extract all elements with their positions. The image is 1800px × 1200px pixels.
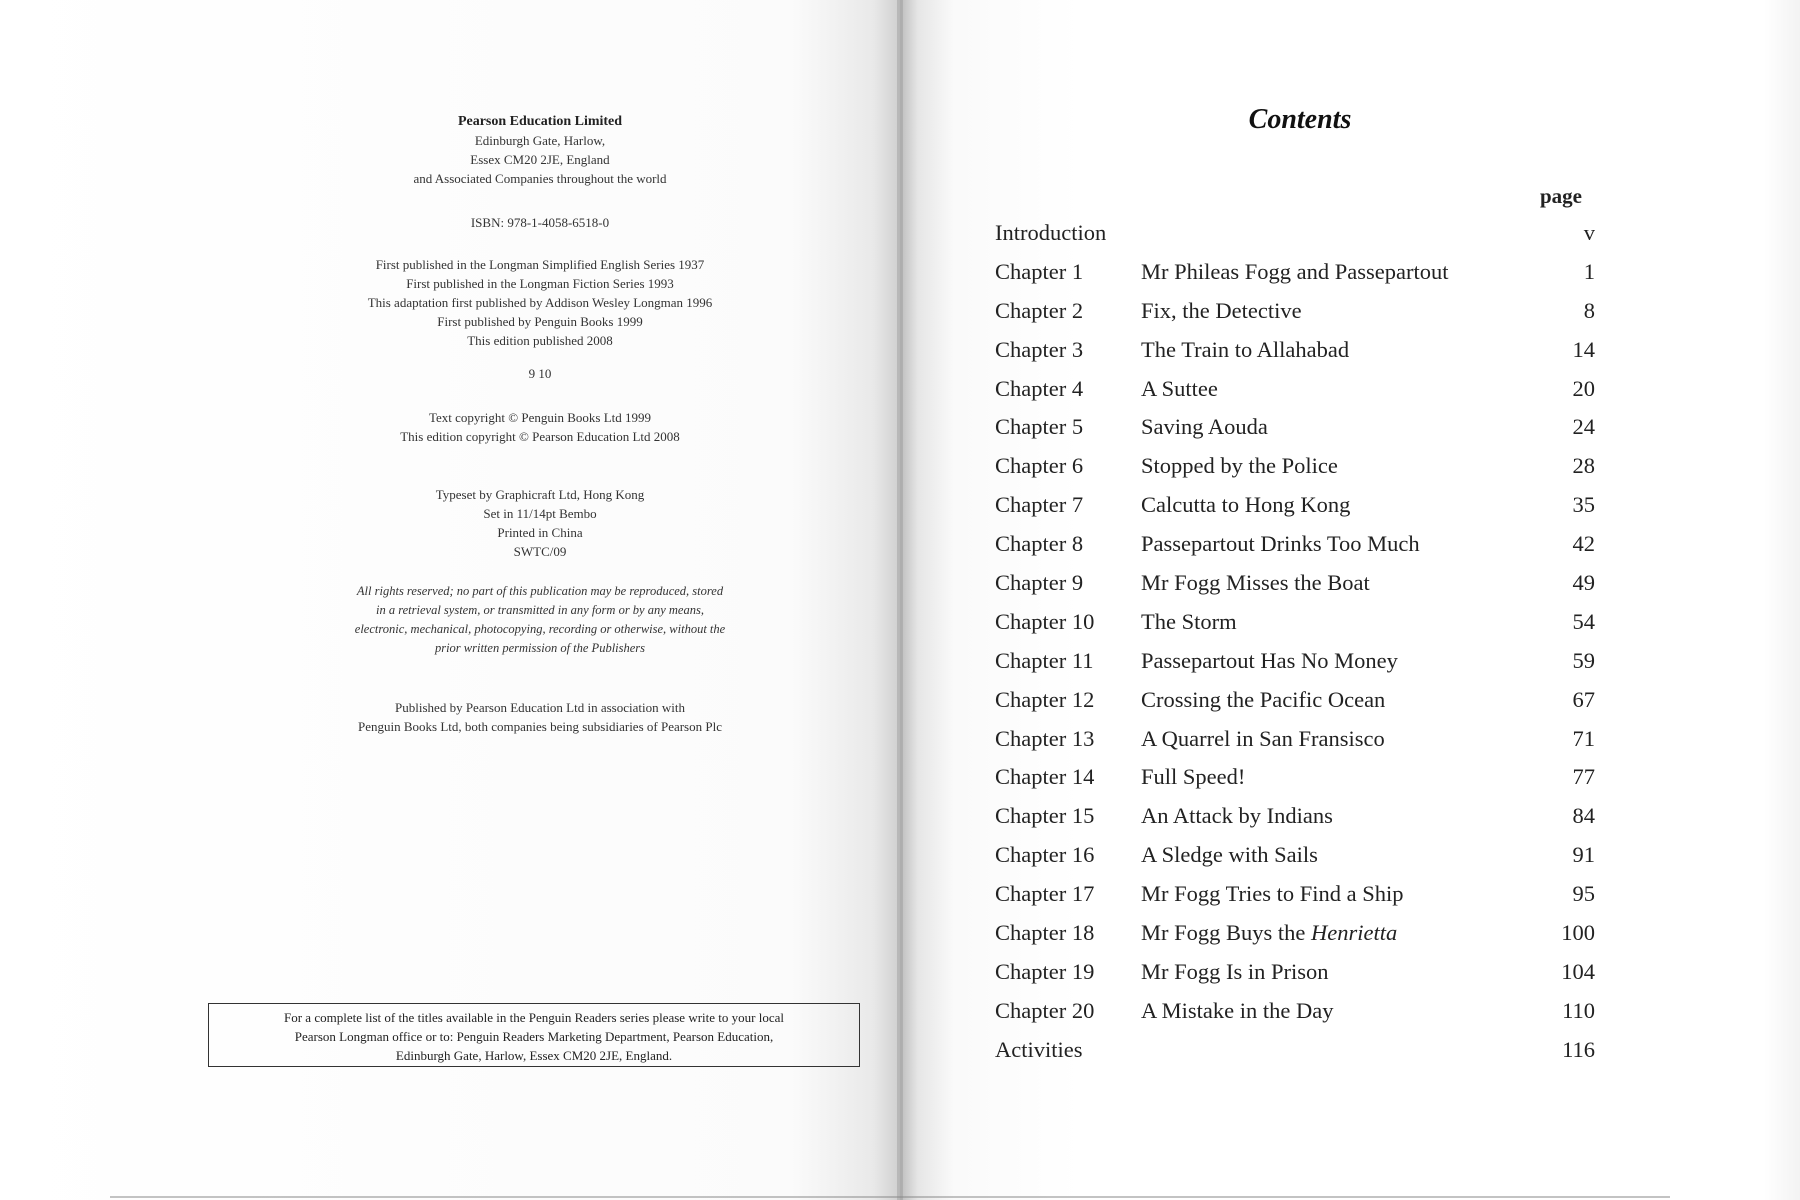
publisher-name: Pearson Education Limited xyxy=(457,114,623,129)
association-note xyxy=(290,698,790,736)
table-of-contents xyxy=(995,220,1595,1076)
toc-chapter-title: Mr Fogg Buys the Henrietta xyxy=(1141,920,1398,946)
notice-line: Edinburgh Gate, Harlow, Essex CM20 2JE, England. xyxy=(395,1048,673,1063)
toc-chapter-label: Chapter 2 xyxy=(995,297,1084,323)
reprint-number: 9 10 xyxy=(528,366,552,381)
toc-chapter-label: Activities xyxy=(995,1036,1083,1062)
association-line: Published by Pearson Education Ltd in association with xyxy=(395,700,685,715)
toc-page-number: v xyxy=(1583,220,1595,245)
toc-page-number: 95 xyxy=(1572,881,1595,907)
history-line: First published by Penguin Books 1999 xyxy=(437,314,643,329)
toc-chapter-label: Chapter 10 xyxy=(995,608,1095,634)
toc-chapter-title: Mr Fogg Misses the Boat xyxy=(1141,570,1370,596)
typeset-line: SWTC/09 xyxy=(513,544,567,559)
toc-page-number: 28 xyxy=(1572,453,1595,479)
history-line: This adaptation first published by Addison Wesley Longman 1996 xyxy=(367,295,713,310)
toc-entry xyxy=(995,570,1595,609)
toc-chapter-label: Chapter 6 xyxy=(995,453,1084,479)
toc-chapter-label: Chapter 7 xyxy=(995,492,1084,518)
toc-entry xyxy=(995,376,1595,415)
toc-chapter-title: A Suttee xyxy=(1141,375,1218,401)
toc-chapter-label: Chapter 17 xyxy=(995,881,1095,907)
toc-page-number: 71 xyxy=(1572,725,1595,751)
toc-chapter-title: The Train to Allahabad xyxy=(1141,336,1350,362)
toc-chapter-title: Mr Fogg Tries to Find a Ship xyxy=(1141,881,1404,907)
toc-chapter-title: Passepartout Has No Money xyxy=(1141,647,1398,673)
toc-chapter-label: Chapter 8 xyxy=(995,531,1084,557)
toc-page-number: 77 xyxy=(1572,764,1595,790)
rights-line: in a retrieval system, or transmitted in any form or by any means, xyxy=(376,603,704,617)
toc-entry xyxy=(995,609,1595,648)
toc-entry xyxy=(995,298,1595,337)
toc-page-number: 91 xyxy=(1572,842,1595,868)
toc-page-number: 42 xyxy=(1572,531,1595,557)
toc-entry xyxy=(995,881,1595,920)
toc-entry xyxy=(995,959,1595,998)
typeset-line: Typeset by Graphicraft Ltd, Hong Kong xyxy=(435,487,645,502)
toc-page-number: 67 xyxy=(1572,686,1595,712)
toc-page-number: 84 xyxy=(1572,803,1595,829)
toc-chapter-title: Stopped by the Police xyxy=(1141,453,1338,479)
copyright-line: This edition copyright © Pearson Education Ltd 2008 xyxy=(400,429,680,444)
toc-entry xyxy=(995,337,1595,376)
toc-chapter-label: Chapter 9 xyxy=(995,570,1084,596)
toc-chapter-label: Chapter 12 xyxy=(995,686,1095,712)
toc-entry xyxy=(995,453,1595,492)
page-bottom-edge xyxy=(110,1196,1670,1198)
toc-entry xyxy=(995,531,1595,570)
toc-entry xyxy=(995,648,1595,687)
copyright-line: Text copyright © Penguin Books Ltd 1999 xyxy=(428,410,651,425)
toc-entry xyxy=(995,998,1595,1037)
typeset-line: Set in 11/14pt Bembo xyxy=(483,506,597,521)
toc-entry xyxy=(995,220,1595,259)
contents-title: Contents xyxy=(1248,104,1352,135)
toc-page-number: 8 xyxy=(1583,297,1595,323)
book-gutter xyxy=(897,0,903,1200)
toc-page-number: 20 xyxy=(1572,375,1595,401)
toc-chapter-label: Chapter 14 xyxy=(995,764,1095,790)
toc-entry xyxy=(995,764,1595,803)
toc-chapter-label: Chapter 15 xyxy=(995,803,1095,829)
toc-chapter-label: Chapter 4 xyxy=(995,375,1084,401)
publisher-block xyxy=(290,112,790,188)
toc-entry xyxy=(995,803,1595,842)
isbn: ISBN: 978-1-4058-6518-0 xyxy=(470,215,610,230)
toc-entry xyxy=(995,726,1595,765)
toc-entry xyxy=(995,492,1595,531)
toc-chapter-title: Fix, the Detective xyxy=(1141,297,1302,323)
publisher-address-line2: Essex CM20 2JE, England xyxy=(470,152,610,167)
typeset-line: Printed in China xyxy=(497,525,583,540)
toc-entry xyxy=(995,259,1595,298)
toc-entry xyxy=(995,842,1595,881)
toc-entry xyxy=(995,1037,1595,1076)
toc-chapter-label: Chapter 5 xyxy=(995,414,1084,440)
toc-chapter-title: Full Speed! xyxy=(1141,764,1246,790)
titles-notice-box xyxy=(208,1003,860,1067)
toc-chapter-label: Introduction xyxy=(995,220,1107,245)
typeset-block xyxy=(290,485,790,561)
history-line: First published in the Longman Simplified English Series 1937 xyxy=(375,257,705,272)
notice-line: Pearson Longman office or to: Penguin Readers Marketing Department, Pearson Education, xyxy=(294,1029,774,1044)
toc-chapter-title: An Attack by Indians xyxy=(1141,803,1333,829)
publisher-address-line1: Edinburgh Gate, Harlow, xyxy=(474,133,606,148)
toc-page-number: 110 xyxy=(1562,997,1595,1023)
toc-entry xyxy=(995,687,1595,726)
toc-chapter-label: Chapter 3 xyxy=(995,336,1084,362)
history-line: This edition published 2008 xyxy=(467,333,613,348)
toc-chapter-title: Saving Aouda xyxy=(1141,414,1268,440)
copyright-block xyxy=(290,408,790,446)
toc-entry xyxy=(995,414,1595,453)
toc-page-number: 116 xyxy=(1562,1036,1595,1062)
history-line: First published in the Longman Fiction Series 1993 xyxy=(406,276,674,291)
toc-chapter-title: Crossing the Pacific Ocean xyxy=(1141,686,1386,712)
toc-page-number: 49 xyxy=(1572,570,1595,596)
association-line: Penguin Books Ltd, both companies being subsidiaries of Pearson Plc xyxy=(358,719,722,734)
toc-chapter-title: A Mistake in the Day xyxy=(1141,997,1334,1023)
toc-page-number: 24 xyxy=(1572,414,1595,440)
toc-chapter-label: Chapter 19 xyxy=(995,958,1095,984)
toc-chapter-title: Passepartout Drinks Too Much xyxy=(1141,531,1420,557)
toc-page-number: 100 xyxy=(1561,920,1595,946)
ship-name: Henrietta xyxy=(1311,920,1398,946)
toc-chapter-title: Mr Phileas Fogg and Passepartout xyxy=(1141,258,1449,284)
publication-history xyxy=(290,255,790,350)
toc-page-number: 59 xyxy=(1572,647,1595,673)
toc-chapter-label: Chapter 18 xyxy=(995,920,1095,946)
toc-chapter-title: Calcutta to Hong Kong xyxy=(1141,492,1351,518)
rights-line: electronic, mechanical, photocopying, recording or otherwise, without the xyxy=(354,622,726,636)
rights-line: prior written permission of the Publishers xyxy=(434,641,646,655)
toc-chapter-title: Mr Fogg Is in Prison xyxy=(1141,958,1329,984)
notice-line: For a complete list of the titles available in the Penguin Readers series please write to your local xyxy=(284,1010,784,1025)
toc-page-number: 35 xyxy=(1572,492,1595,518)
toc-chapter-label: Chapter 1 xyxy=(995,258,1084,284)
toc-page-number: 14 xyxy=(1572,336,1595,362)
toc-page-number: 104 xyxy=(1561,958,1595,984)
toc-chapter-title: The Storm xyxy=(1141,608,1237,634)
toc-chapter-title: A Sledge with Sails xyxy=(1141,842,1318,868)
toc-chapter-label: Chapter 20 xyxy=(995,997,1095,1023)
toc-chapter-label: Chapter 11 xyxy=(995,647,1094,673)
toc-chapter-title: A Quarrel in San Fransisco xyxy=(1141,725,1385,751)
toc-entry xyxy=(995,920,1595,959)
toc-page-number: 1 xyxy=(1583,258,1595,284)
toc-chapter-label: Chapter 13 xyxy=(995,725,1095,751)
rights-reserved xyxy=(290,582,790,658)
publisher-associated: and Associated Companies throughout the world xyxy=(413,171,667,186)
rights-line: All rights reserved; no part of this publication may be reproduced, stored xyxy=(356,584,724,598)
toc-chapter-label: Chapter 16 xyxy=(995,842,1095,868)
toc-page-number: 54 xyxy=(1572,608,1595,634)
page-column-heading: page xyxy=(1540,184,1582,208)
